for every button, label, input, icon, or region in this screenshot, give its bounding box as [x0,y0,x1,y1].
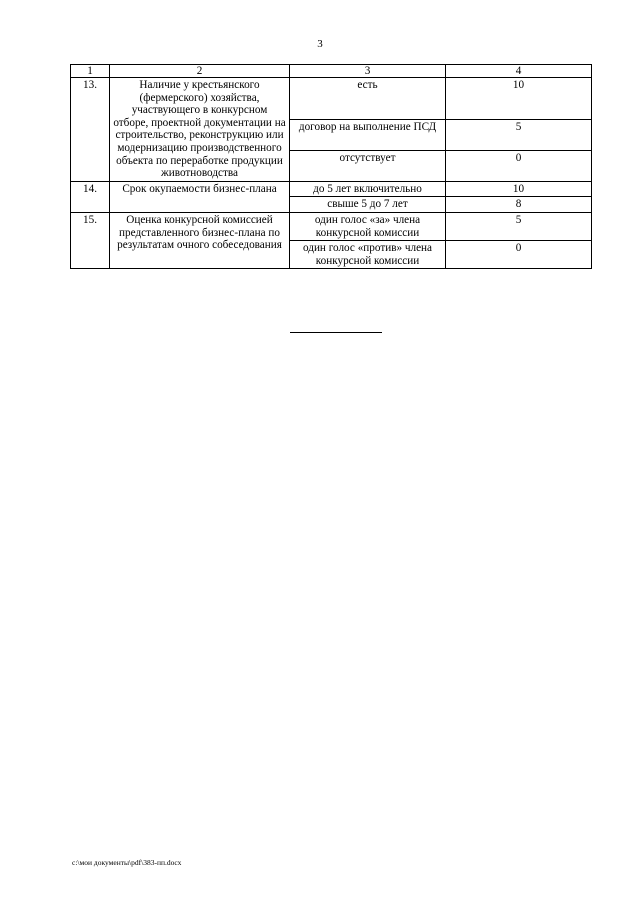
criterion-cell: Срок окупаемости бизнес-плана [110,181,290,212]
option-score: 8 [446,197,592,213]
option-label: договор на выполнение ПСД [290,120,446,151]
header-cell: 4 [446,65,592,78]
criterion-cell: Оценка конкурсной комиссией представленного бизнес-плана по результатам очного собеседования [110,212,290,268]
option-label: есть [290,78,446,120]
table-header-row [71,65,592,78]
option-score: 10 [446,78,592,120]
option-label: свыше 5 до 7 лет [290,197,446,213]
option-label: до 5 лет включительно [290,181,446,197]
option-label: один голос «за» члена конкурсной комиссии [290,212,446,240]
option-score: 5 [446,212,592,240]
table-row [71,181,592,197]
option-label: отсутствует [290,150,446,181]
header-cell: 1 [71,65,110,78]
footer-file-path: c:\мои документы\pdf\383-пп.docx [72,858,182,867]
page-number: 3 [317,38,323,50]
criteria-table [70,64,592,269]
option-score: 10 [446,181,592,197]
header-cell: 2 [110,65,290,78]
option-score: 0 [446,150,592,181]
table-row [71,212,592,240]
end-divider-line [290,332,382,333]
row-number: 14. [71,181,110,212]
row-number: 15. [71,212,110,268]
table-row [71,78,592,120]
option-score: 5 [446,120,592,151]
option-label: один голос «против» члена конкурсной комиссии [290,241,446,269]
row-number: 13. [71,78,110,182]
criterion-cell: Наличие у крестьянского (фермерского) хозяйства, участвующего в конкурсном отборе, проектной документации на строительство, реконструкцию или модернизацию производственного объекта по переработке продукции животноводства [110,78,290,182]
option-score: 0 [446,241,592,269]
header-cell: 3 [290,65,446,78]
